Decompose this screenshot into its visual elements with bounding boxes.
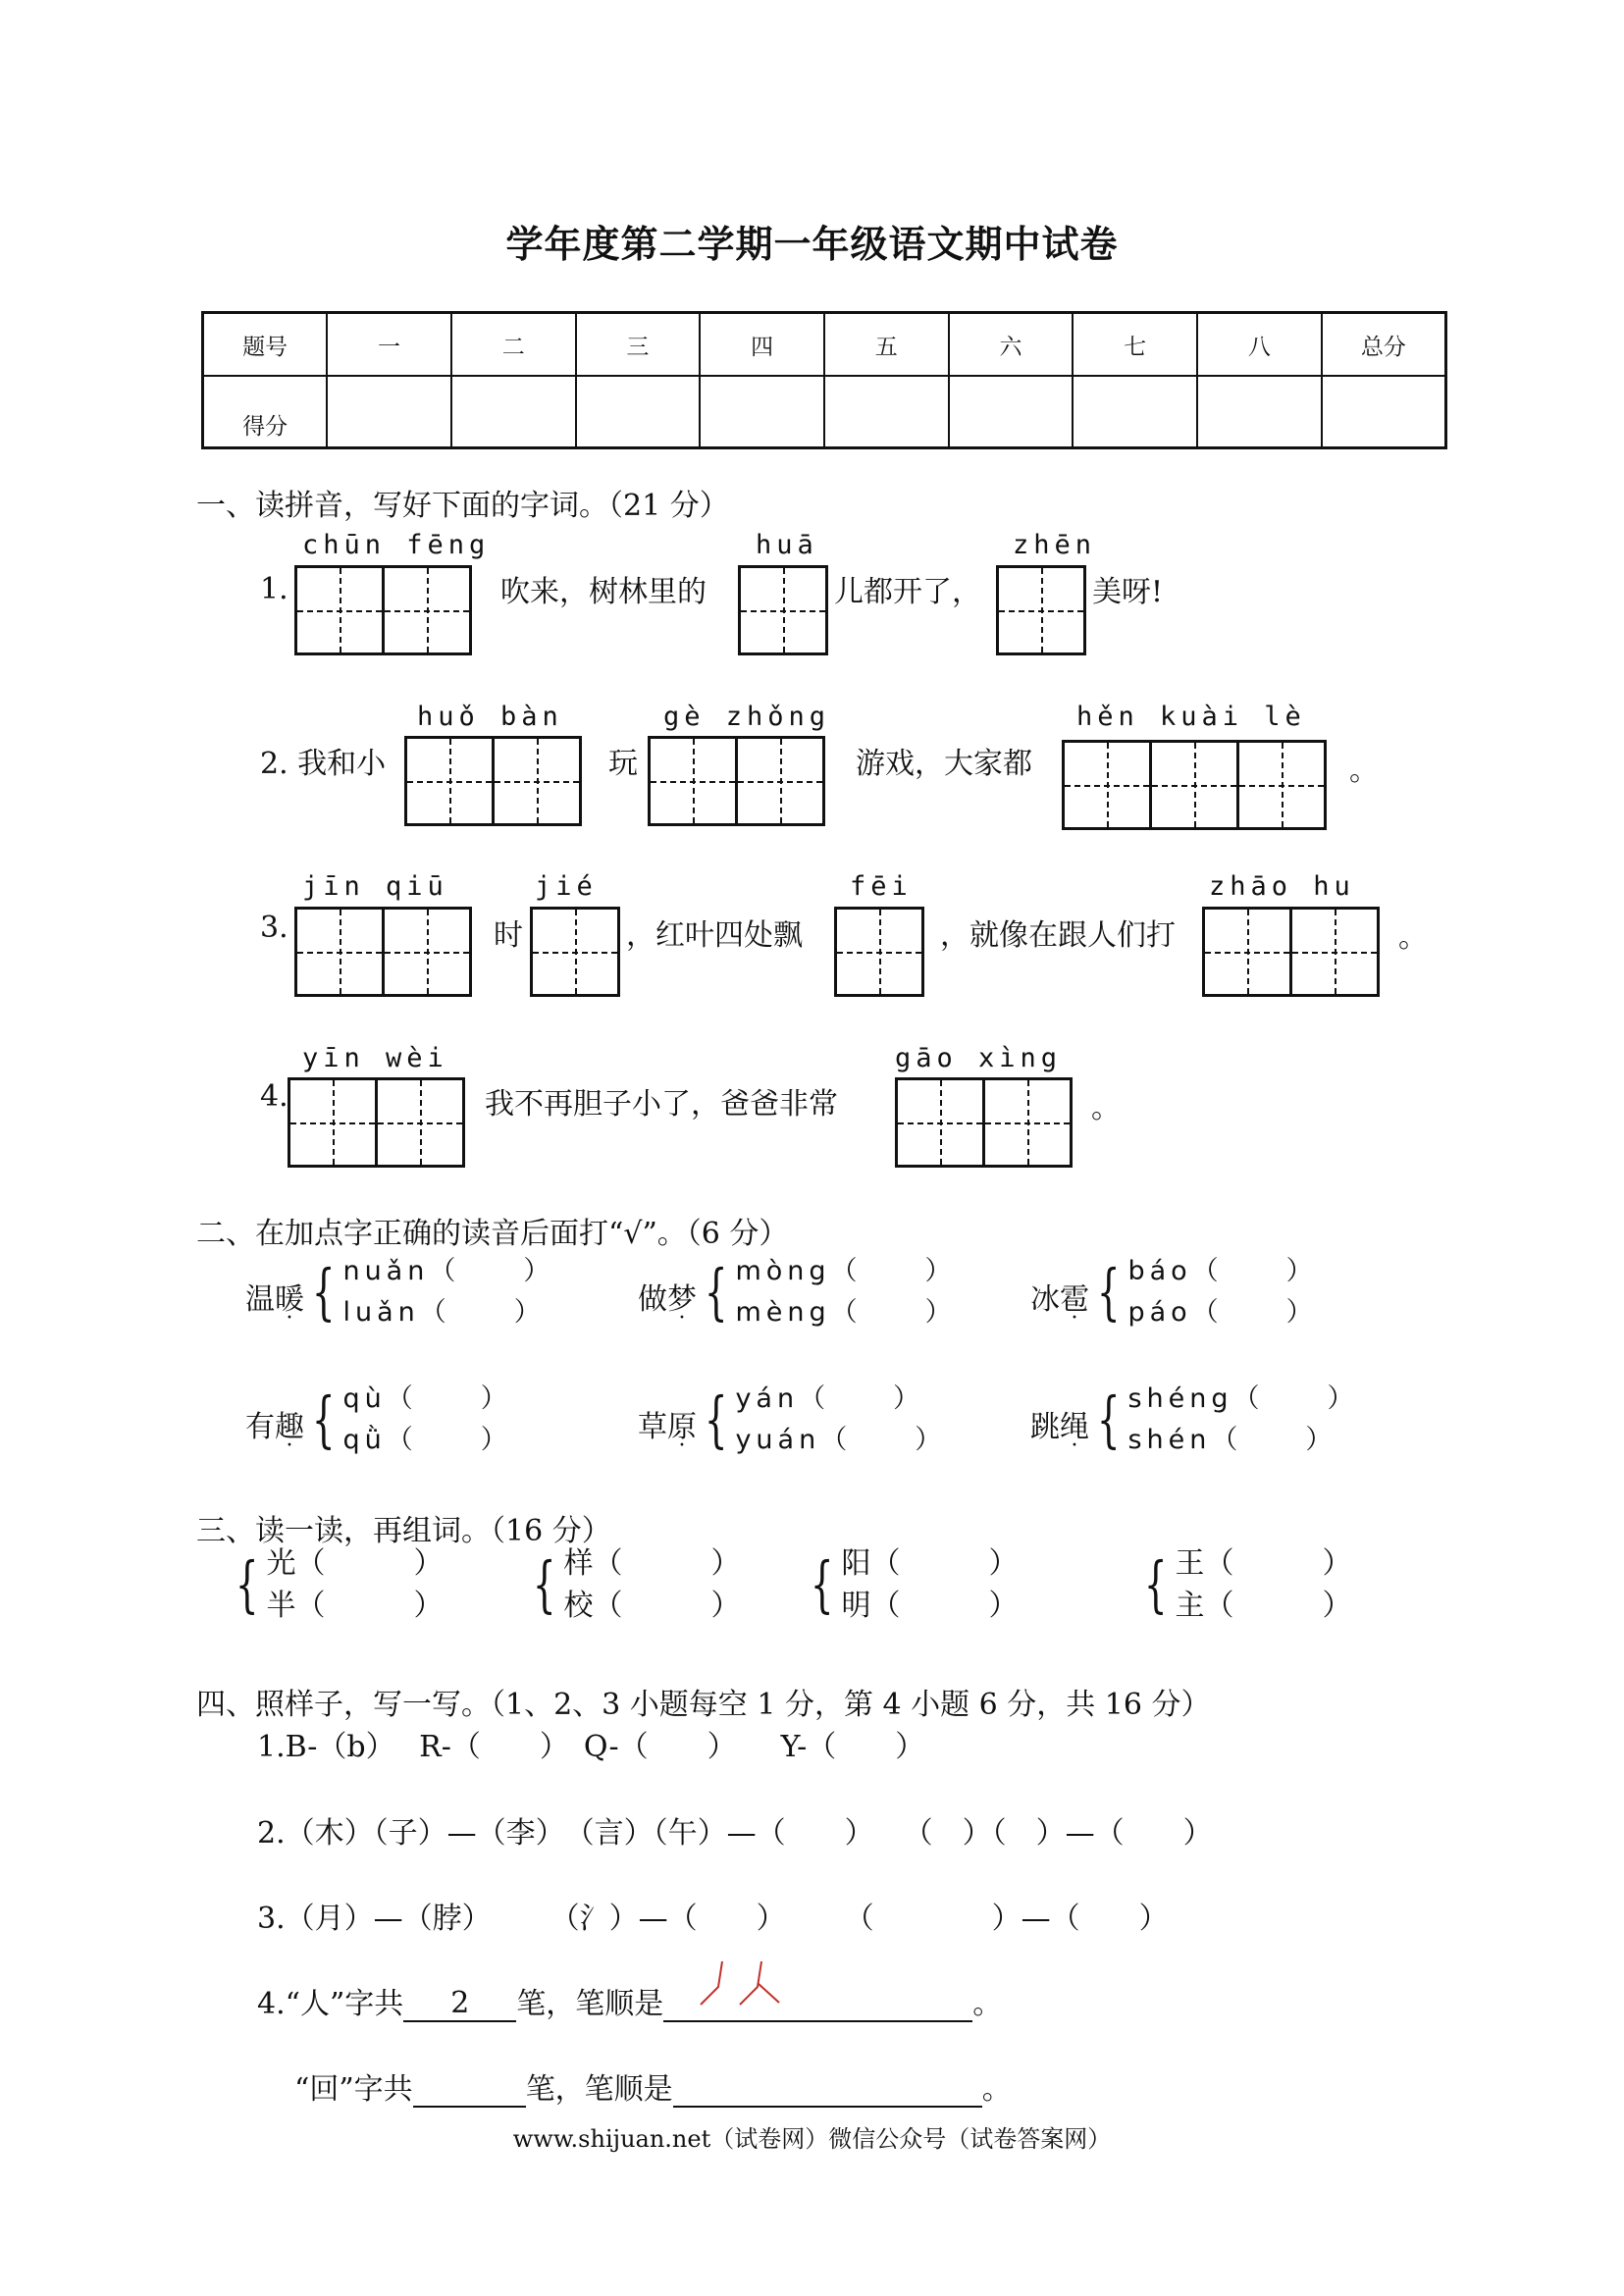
score-header: 七 bbox=[1073, 313, 1197, 377]
option[interactable]: luǎn（ ） bbox=[342, 1297, 546, 1328]
stroke-question: “回”字共 笔，笔顺是 。 bbox=[294, 2072, 1012, 2107]
option[interactable]: qù（ ） bbox=[342, 1383, 512, 1414]
option[interactable]: nuǎn（ ） bbox=[342, 1256, 555, 1286]
question-text: 2.（木）（子）—（李） （言）（午）—（ ） （ ）（ ）—（ ） bbox=[257, 1816, 1213, 1851]
score-cell[interactable] bbox=[949, 376, 1074, 448]
pronunciation-item: 做梦 { mòng（ ） mèng（ ） bbox=[638, 1251, 957, 1333]
question-text: 玩 bbox=[608, 747, 638, 781]
question-text: 。 bbox=[1349, 754, 1379, 788]
word-group: { 光（ ） 半（ ） bbox=[228, 1542, 443, 1627]
score-cell[interactable] bbox=[1073, 376, 1197, 448]
score-header: 四 bbox=[700, 313, 824, 377]
word-blank[interactable]: 王（ ） bbox=[1175, 1546, 1352, 1581]
pinyin: huā bbox=[756, 530, 818, 560]
option[interactable]: yán（ ） bbox=[735, 1383, 925, 1414]
pinyin: hěn kuài lè bbox=[1076, 702, 1306, 732]
score-row-label: 得分 bbox=[203, 376, 328, 448]
stroke-count-field[interactable] bbox=[413, 2070, 526, 2108]
word-blank[interactable]: 主（ ） bbox=[1175, 1589, 1352, 1623]
score-table bbox=[201, 311, 1447, 449]
score-header: 五 bbox=[824, 313, 949, 377]
score-cell[interactable] bbox=[824, 376, 949, 448]
word-blank[interactable]: 半（ ） bbox=[266, 1589, 444, 1623]
word-blank[interactable]: 明（ ） bbox=[841, 1589, 1019, 1623]
question-text: ，红叶四处飘 bbox=[626, 918, 803, 953]
writing-grid[interactable] bbox=[294, 565, 472, 655]
question-text: ，就像在跟人们打 bbox=[940, 918, 1176, 953]
option[interactable]: páo（ ） bbox=[1127, 1297, 1318, 1328]
option[interactable]: mèng（ ） bbox=[735, 1297, 957, 1328]
writing-grid[interactable] bbox=[294, 907, 472, 997]
section-2-heading: 二、在加点字正确的读音后面打“√”。（6 分） bbox=[196, 1217, 789, 1251]
pinyin: huǒ bàn bbox=[417, 702, 563, 732]
stroke-question: 4.“人”字共 2 笔，笔顺是 。 bbox=[257, 1979, 1002, 2022]
question-text: 美呀! bbox=[1092, 575, 1164, 609]
pinyin: gè zhǒng bbox=[663, 702, 831, 732]
score-header: 八 bbox=[1197, 313, 1322, 377]
question-text: 我不再胆子小了，爸爸非常 bbox=[485, 1087, 838, 1122]
writing-grid[interactable] bbox=[288, 1077, 465, 1168]
stroke-count-field[interactable]: 2 bbox=[403, 1986, 516, 2022]
question-text: 游戏，大家都 bbox=[856, 747, 1032, 781]
score-header: 三 bbox=[576, 313, 701, 377]
question-text: 。 bbox=[1091, 1091, 1121, 1125]
pinyin: fēi bbox=[850, 871, 913, 902]
pinyin: chūn fēng bbox=[302, 530, 491, 560]
score-header: 六 bbox=[949, 313, 1074, 377]
score-header: 二 bbox=[451, 313, 576, 377]
option[interactable]: shéng（ ） bbox=[1127, 1383, 1359, 1414]
pinyin: zhēn bbox=[1013, 530, 1097, 560]
word-blank[interactable]: 光（ ） bbox=[266, 1546, 444, 1581]
writing-grid[interactable] bbox=[530, 907, 620, 997]
score-cell[interactable] bbox=[576, 376, 701, 448]
option[interactable]: qǜ（ ） bbox=[342, 1425, 512, 1455]
writing-grid[interactable] bbox=[895, 1077, 1073, 1168]
score-cell[interactable] bbox=[700, 376, 824, 448]
word-group: { 王（ ） 主（ ） bbox=[1136, 1542, 1351, 1627]
pronunciation-item: 温暖 { nuǎn（ ） luǎn（ ） bbox=[245, 1251, 554, 1333]
option[interactable]: mòng（ ） bbox=[735, 1256, 957, 1286]
section-4-heading: 四、照样子，写一写。（1、2、3 小题每空 1 分，第 4 小题 6 分，共 16 分） bbox=[196, 1688, 1211, 1722]
word-blank[interactable]: 阳（ ） bbox=[841, 1546, 1019, 1581]
pinyin: jié bbox=[535, 871, 598, 902]
page-title: 学年度第二学期一年级语文期中试卷 bbox=[505, 222, 1119, 266]
pinyin: jīn qiū bbox=[302, 871, 448, 902]
writing-grid[interactable] bbox=[996, 565, 1086, 655]
writing-grid[interactable] bbox=[1202, 907, 1380, 997]
question-text: 儿都开了， bbox=[834, 575, 981, 609]
word-group: { 阳（ ） 明（ ） bbox=[803, 1542, 1018, 1627]
stroke-order-field[interactable] bbox=[663, 1981, 972, 2022]
pinyin: gāo xìng bbox=[895, 1043, 1063, 1073]
score-header: 一 bbox=[327, 313, 451, 377]
question-number: 3. bbox=[260, 911, 288, 945]
section-1-heading: 一、读拼音，写好下面的字词。（21 分） bbox=[196, 489, 729, 523]
handwritten-strokes bbox=[663, 1948, 972, 2007]
question-text: 1.B-（b） R-（ ） Q-（ ） Y-（ ） bbox=[257, 1730, 925, 1764]
word-group: { 样（ ） 校（ ） bbox=[525, 1542, 740, 1627]
score-cell[interactable] bbox=[451, 376, 576, 448]
pinyin: zhāo hu bbox=[1209, 871, 1355, 902]
score-cell[interactable] bbox=[1197, 376, 1322, 448]
pronunciation-item: 冰雹 { báo（ ） páo（ ） bbox=[1030, 1251, 1318, 1333]
stroke-order-field[interactable] bbox=[673, 2070, 982, 2108]
option[interactable]: shén（ ） bbox=[1127, 1425, 1337, 1455]
writing-grid[interactable] bbox=[648, 736, 825, 826]
pinyin: yīn wèi bbox=[302, 1043, 448, 1073]
question-number: 4. bbox=[260, 1079, 288, 1114]
writing-grid[interactable] bbox=[1062, 740, 1327, 830]
footer: www.shijuan.net（试卷网）微信公众号（试卷答案网） bbox=[512, 2125, 1112, 2153]
writing-grid[interactable] bbox=[834, 907, 924, 997]
pronunciation-item: 跳绳 { shéng（ ） shén（ ） bbox=[1030, 1379, 1359, 1461]
question-text: 2. 我和小 bbox=[260, 747, 387, 781]
option[interactable]: yuán（ ） bbox=[735, 1425, 947, 1455]
score-cell[interactable] bbox=[1322, 376, 1446, 448]
question-text: 3.（月）—（脖） （氵）—（ ） （ ）—（ ） bbox=[257, 1902, 1169, 1936]
writing-grid[interactable] bbox=[404, 736, 582, 826]
question-number: 1. bbox=[260, 572, 288, 606]
section-3-heading: 三、读一读，再组词。（16 分） bbox=[196, 1514, 611, 1548]
question-text: 。 bbox=[1398, 920, 1428, 955]
writing-grid[interactable] bbox=[738, 565, 828, 655]
score-header: 题号 bbox=[203, 313, 328, 377]
word-blank[interactable]: 样（ ） bbox=[563, 1546, 741, 1581]
word-blank[interactable]: 校（ ） bbox=[563, 1589, 741, 1623]
score-cell[interactable] bbox=[327, 376, 451, 448]
score-header: 总分 bbox=[1322, 313, 1446, 377]
pronunciation-item: 草原 { yán（ ） yuán（ ） bbox=[638, 1379, 946, 1461]
pronunciation-item: 有趣 { qù（ ） qǜ（ ） bbox=[245, 1379, 512, 1461]
option[interactable]: báo（ ） bbox=[1127, 1256, 1318, 1286]
question-text: 时 bbox=[494, 918, 523, 953]
question-text: 吹来，树林里的 bbox=[500, 575, 707, 609]
